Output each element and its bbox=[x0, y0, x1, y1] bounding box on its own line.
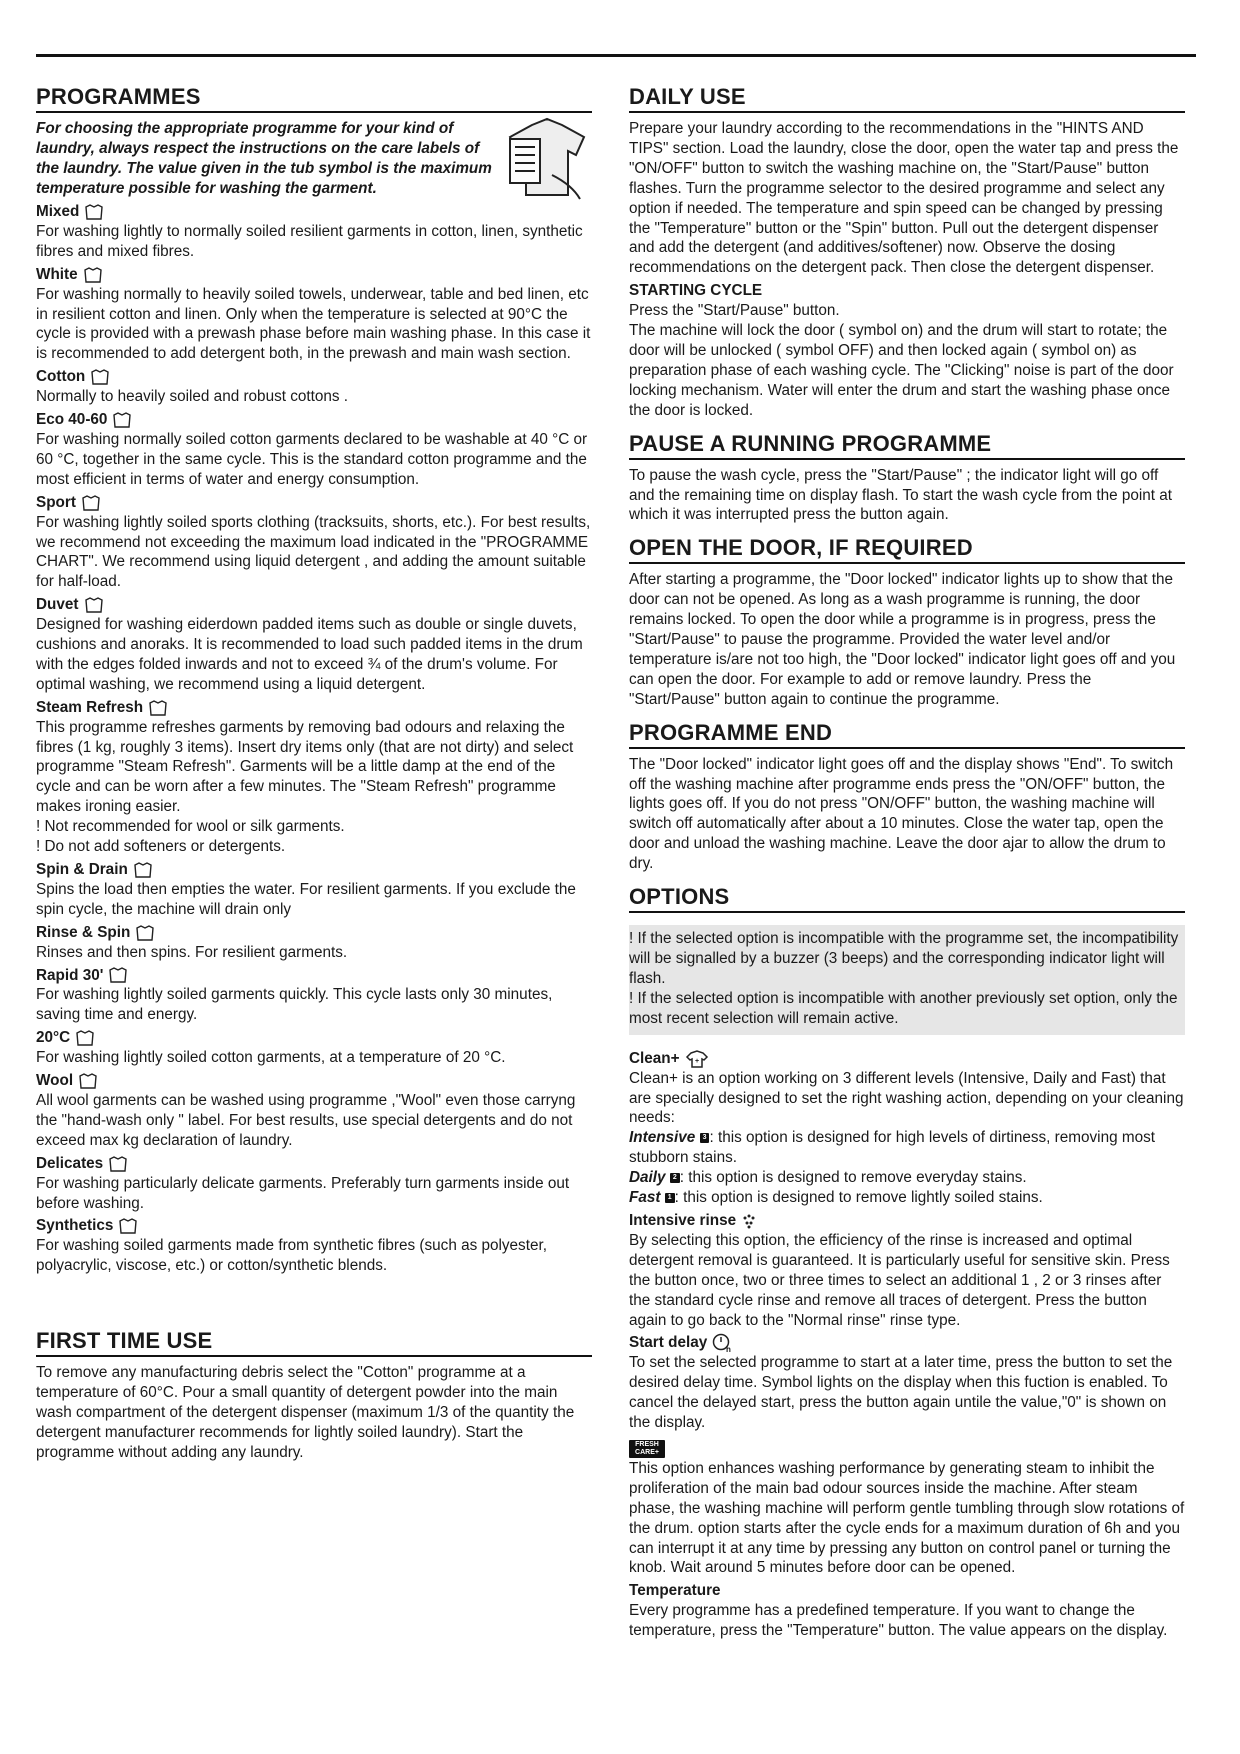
daily-shirt-icon: 2 bbox=[670, 1173, 680, 1183]
first-time-use-section bbox=[36, 1328, 592, 1463]
programme-item bbox=[36, 265, 592, 365]
steam-refresh-icon bbox=[148, 699, 168, 717]
programme-name: Duvet bbox=[36, 596, 79, 614]
programme-description: For washing lightly soiled cotton garments, at a temperature of 20 °C. bbox=[36, 1049, 506, 1067]
duvet-icon bbox=[84, 596, 104, 614]
programme-name: Sport bbox=[36, 493, 76, 511]
daily-use-section bbox=[629, 84, 1185, 421]
programme-name: White bbox=[36, 265, 78, 283]
fresh-care-heading bbox=[629, 1439, 1185, 1459]
clean-plus-title: Clean+ bbox=[629, 1049, 680, 1067]
programme-item bbox=[36, 1216, 592, 1276]
programme-heading bbox=[36, 923, 592, 943]
programme-item bbox=[36, 367, 592, 407]
programme-description: All wool garments can be washed using programme ,"Wool" even those carryng the "hand-wash only " label. For best results, use special detergents and do not exceed max kg declaration of laundry. bbox=[36, 1091, 576, 1149]
sport-icon bbox=[81, 494, 101, 512]
fast-shirt-icon: 1 bbox=[665, 1193, 675, 1203]
daily-text: : this option is designed to remove everyday stains. bbox=[679, 1169, 1027, 1187]
open-door-text: After starting a programme, the "Door locked" indicator lights up to show that the door can not be opened. As long as a wash programme is running, the door remains locked. To open the door while a programme is in progress, press the "Start/Pause" to pause the programme. Provided the water level and/or temperature is/are not too high, the "Door locked" indicator light goes off and you can open the door. For example to add or remove laundry. Press the "Start/Pause" button again to continue the programme. bbox=[629, 571, 1176, 708]
programme-heading bbox=[36, 966, 592, 986]
programme-item bbox=[36, 923, 592, 963]
programme-name: Delicates bbox=[36, 1154, 104, 1172]
programme-item bbox=[36, 595, 592, 695]
start-delay-title: Start delay bbox=[629, 1334, 708, 1352]
left-column bbox=[36, 84, 592, 1473]
fast-label: Fast bbox=[629, 1189, 661, 1207]
programme-description: For washing normally soiled cotton garments declared to be washable at 40 °C or 60 °C, together in the same cycle. This is the standard cotton programme and the most efficient in terms of water and energy consumption. bbox=[36, 430, 588, 488]
programme-end-section bbox=[629, 720, 1185, 874]
programme-description: For washing particularly delicate garments. Preferably turn garments inside out before washing. bbox=[36, 1174, 570, 1212]
programme-heading bbox=[36, 1216, 592, 1236]
programme-item bbox=[36, 1154, 592, 1214]
programme-item bbox=[36, 860, 592, 920]
top-rule bbox=[36, 54, 1196, 57]
programme-description: For washing soiled garments made from synthetic fibres (such as polyester, polyacrylic, viscose, etc.) or cotton/synthetic blends. bbox=[36, 1237, 547, 1275]
programme-heading bbox=[36, 1071, 592, 1091]
options-title: OPTIONS bbox=[629, 884, 1185, 913]
programme-item bbox=[36, 966, 592, 1026]
intensive-shirt-icon: 3 bbox=[700, 1133, 710, 1143]
intensive-rinse-title: Intensive rinse bbox=[629, 1211, 737, 1229]
temperature-text: Every programme has a predefined temperature. If you want to change the temperature, press the "Temperature" button. The value appears on the display. bbox=[629, 1602, 1168, 1640]
fast-text: : this option is designed to remove lightly soiled stains. bbox=[674, 1189, 1043, 1207]
programme-description: For washing normally to heavily soiled towels, underwear, table and bed linen, etc in resilient cotton and linen. Only when the temperature is selected at 90°C the cycle is provided with a prewash phase before main washing phase. In this case it is recommended to add detergent both, in the prewash and main wash section. bbox=[36, 285, 591, 363]
options-section bbox=[629, 884, 1185, 1641]
programme-heading bbox=[36, 493, 592, 513]
starting-cycle-text: Press the "Start/Pause" button. The machine will lock the door ( symbol on) and the drum will start to rotate; the door will be unlocked ( symbol OFF) and then locked again ( symbol on) as preparation phase of each washing cycle. The "Clicking" noise is part of the door locking mechanism. Water will enter the drum and start the washing phase once the door is locked. bbox=[629, 302, 1174, 419]
programme-name: Wool bbox=[36, 1072, 74, 1090]
clean-fast-line bbox=[629, 1188, 1185, 1208]
intensive-label: Intensive bbox=[629, 1129, 696, 1147]
fresh-care-text: This option enhances washing performance by generating steam to inhibit the proliferation of the main bad odour sources inside the machine. After steam phase, the washing machine will perform gentle tumbling through slow rotations of the drum. option starts after the cycle ends for a maximum duration of 6h and you can interrupt it at any time by pressing any button on control panel or turning the knob. Wait around 5 minutes before door can be opened. bbox=[629, 1459, 1185, 1577]
programme-heading bbox=[36, 367, 592, 387]
wool-icon bbox=[78, 1072, 98, 1090]
programme-name: Spin & Drain bbox=[36, 861, 128, 878]
20c-icon bbox=[75, 1029, 95, 1047]
temperature-title: Temperature bbox=[629, 1582, 721, 1600]
programme-description: Rinses and then spins. For resilient garments. bbox=[36, 943, 348, 961]
start-delay-heading bbox=[629, 1333, 1185, 1353]
programme-name: Eco 40-60 bbox=[36, 411, 108, 429]
fresh-care-badge: FRESH CARE+ bbox=[629, 1440, 665, 1458]
open-door-section bbox=[629, 535, 1185, 709]
programmes-section bbox=[36, 84, 592, 1276]
programme-item bbox=[36, 202, 592, 262]
programme-item bbox=[36, 1071, 592, 1151]
intensive-rinse-text: By selecting this option, the efficiency of the rinse is increased and optimal detergent removal is guaranteed. It is particularly useful for sensitive skin. Press the button once, two or three times to select an additional 1 , 2 or 3 rinses after the standard cycle rinse and remove all traces of detergent. Press the button again to go back to the "Normal rinse" rinse type. bbox=[629, 1231, 1170, 1329]
right-column bbox=[629, 84, 1185, 1651]
programme-description: This programme refreshes garments by removing bad odours and relaxing the fibres (1 kg, roughly 3 items). Insert dry items only (that are not dirty) and select programme "Steam Refresh". Garments will be a little damp at the end of the cycle and can be worn after a few minutes. The "Steam Refresh" programme makes ironing easier. ! Not recommended for wool or silk garments. ! Do not add softeners or detergents. bbox=[36, 718, 574, 856]
programme-heading bbox=[36, 860, 592, 880]
programme-heading bbox=[36, 410, 592, 430]
daily-use-title: DAILY USE bbox=[629, 84, 1185, 113]
first-time-use-title: FIRST TIME USE bbox=[36, 1328, 592, 1357]
svg-text:+: + bbox=[694, 1057, 699, 1065]
cotton-icon bbox=[90, 368, 110, 386]
programme-end-text: The "Door locked" indicator light goes off and the display shows "End". To switch off the washing machine after programme ends press the "ON/OFF" button, the lights goes off. If you do not press "ON/OFF" button, the washing machine will switch off automatically after about a 10 minutes. Close the water tap, open the door and unload the washing machine. Leave the door ajar to allow the drum to dry. bbox=[629, 755, 1174, 873]
programme-item bbox=[36, 493, 592, 593]
delicates-icon bbox=[108, 1155, 128, 1173]
programme-description: Normally to heavily soiled and robust cottons . bbox=[36, 388, 349, 406]
programme-heading bbox=[36, 265, 592, 285]
start-delay-text: To set the selected programme to start at a later time, press the button to set the desired delay time. Symbol lights on the display when this fuction is enabled. To cancel the delayed start, press the button again untile the value,"0" is shown on the display. bbox=[629, 1354, 1173, 1432]
care-label-shirt-icon bbox=[502, 115, 592, 201]
programme-end-title: PROGRAMME END bbox=[629, 720, 1185, 749]
starting-cycle-title: STARTING CYCLE bbox=[629, 282, 763, 300]
clean-plus-heading bbox=[629, 1049, 1185, 1069]
programme-heading bbox=[36, 595, 592, 615]
programme-heading bbox=[36, 1028, 592, 1048]
eco-40-60-icon bbox=[112, 411, 132, 429]
first-time-use-text: To remove any manufacturing debris select the "Cotton" programme at a temperature of 60°C. Pour a small quantity of detergent powder into the main wash compartment of the detergent dispenser (maximum 1/3 of the quantity the detergent manufacturer recommends for lightly soiled laundry). Start the programme without adding any laundry. bbox=[36, 1364, 575, 1461]
clock-h-icon bbox=[712, 1333, 732, 1353]
programmes-title: PROGRAMMES bbox=[36, 84, 592, 113]
programme-description: For washing lightly soiled sports clothing (tracksuits, shorts, etc.). For best results, we recommend not exceeding the maximum load indicated in the "PROGRAMME CHART". We recommend using liquid detergent , and adding the amount suitable for half-load. bbox=[36, 513, 591, 591]
programme-heading bbox=[36, 202, 592, 222]
daily-label: Daily bbox=[629, 1169, 666, 1187]
clean-daily-line bbox=[629, 1168, 1185, 1188]
rapid-30-icon bbox=[108, 966, 128, 984]
mixed-icon bbox=[84, 203, 104, 221]
rinse-spin-icon bbox=[135, 924, 155, 942]
clean-plus-icon bbox=[685, 1049, 709, 1069]
intensive-text: : this option is designed for high levels of dirtiness, removing most stubborn stains. bbox=[629, 1129, 1155, 1167]
programme-name: 20°C bbox=[36, 1029, 71, 1047]
programme-name: Synthetics bbox=[36, 1217, 114, 1235]
clean-intensive-line bbox=[629, 1128, 1185, 1168]
programme-description: Designed for washing eiderdown padded items such as double or single duvets, cushions and anoraks. It is recommended to load such padded items in the drum with the edges folded inwards and not to exceed ¾ of the drum's volume. For optimal washing, we recommend using a liquid detergent. bbox=[36, 616, 583, 693]
programme-heading bbox=[36, 698, 592, 718]
clean-plus-text: Clean+ is an option working on 3 different levels (Intensive, Daily and Fast) that are specially designed to set the right washing action, depending on your cleaning needs: bbox=[629, 1069, 1184, 1127]
programme-name: Steam Refresh bbox=[36, 698, 144, 716]
programme-item bbox=[36, 698, 592, 857]
programme-name: Rapid 30' bbox=[36, 966, 104, 984]
programme-description: For washing lightly to normally soiled resilient garments in cotton, linen, synthetic fibres and mixed fibres. bbox=[36, 222, 583, 260]
pause-text: To pause the wash cycle, press the "Start/Pause" ; the indicator light will go off and the remaining time on display flash. To start the wash cycle from the point at which it was interrupted press the button again. bbox=[629, 466, 1173, 524]
intensive-rinse-heading bbox=[629, 1211, 1185, 1231]
options-note: ! If the selected option is incompatible with the programme set, the incompatibility will be signalled by a buzzer (3 beeps) and the corresponding indicator light will flash. ! If the selected option is incompatible with another previously set option, only the most recent selection will remain active. bbox=[629, 925, 1185, 1035]
svg-text:h: h bbox=[726, 1345, 732, 1354]
rinse-drops-icon bbox=[741, 1213, 757, 1229]
programme-heading bbox=[36, 1154, 592, 1174]
programmes-intro bbox=[36, 119, 592, 199]
programme-description: For washing lightly soiled garments quickly. This cycle lasts only 30 minutes, saving time and energy. bbox=[36, 986, 553, 1024]
programme-name: Mixed bbox=[36, 203, 80, 220]
white-shirt-icon bbox=[83, 266, 103, 284]
daily-use-text: Prepare your laundry according to the recommendations in the "HINTS AND TIPS" section. Load the laundry, close the door, open the water tap and press the "ON/OFF" button to switch the washing machine on, the "Start/Pause" button flashes. Turn the programme selector to the desired programme and select any option if needed. The temperature and spin speed can be changed by pressing the "Temperature" button or the "Spin" button. Pull out the detergent dispenser and add the detergent (and additives/softener) now. Observe the dosing recommendations on the detergent pack. Then close the detergent dispenser. bbox=[629, 120, 1179, 277]
programme-list bbox=[36, 202, 592, 1276]
programme-name: Cotton bbox=[36, 368, 86, 386]
synthetics-icon bbox=[118, 1217, 138, 1235]
programme-item bbox=[36, 410, 592, 490]
programme-description: Spins the load then empties the water. For resilient garments. If you exclude the spin cycle, the machine will drain only bbox=[36, 880, 576, 918]
pause-title: PAUSE A RUNNING PROGRAMME bbox=[629, 431, 1185, 460]
open-door-title: OPEN THE DOOR, IF REQUIRED bbox=[629, 535, 1185, 564]
pause-section bbox=[629, 431, 1185, 526]
programmes-intro-text: For choosing the appropriate programme for your kind of laundry, always respect the instructions on the care labels of the laundry. The value given in the tub symbol is the maximum temperature possible for washing the garment. bbox=[36, 120, 492, 197]
spin-drain-icon bbox=[133, 861, 153, 879]
programme-name: Rinse & Spin bbox=[36, 923, 131, 941]
programme-item bbox=[36, 1028, 592, 1068]
